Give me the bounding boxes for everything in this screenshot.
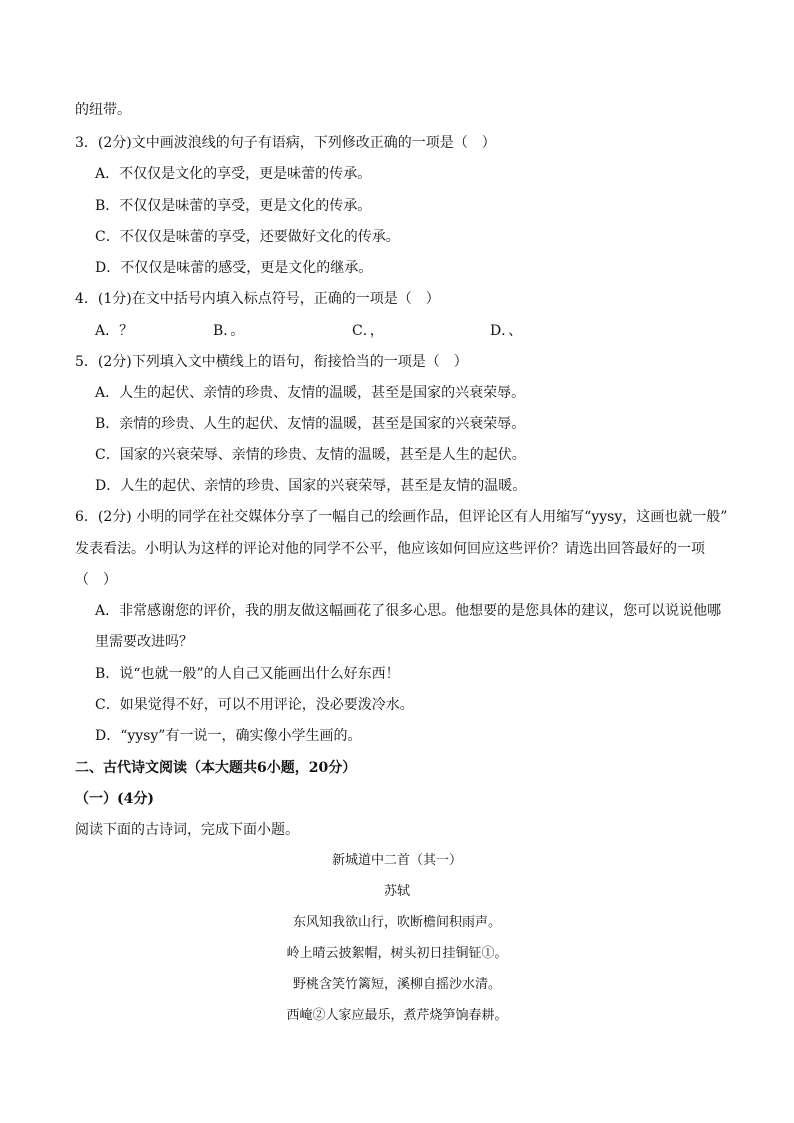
question-3-option-d: D．不仅仅是味蕾的感受，更是文化的继承。 [95, 260, 373, 276]
reading-instruction: 阅读下面的古诗词，完成下面小题。 [75, 822, 299, 838]
question-5-option-b: B．亲情的珍贵、人生的起伏、友情的温暖，甚至是国家的兴衰荣辱。 [95, 416, 526, 432]
poem-line-2: 岭上晴云披絮帽，树头初日挂铜钲①。 [286, 946, 508, 961]
question-6-answer-bracket: （ ） [75, 572, 117, 588]
question-5-option-a: A．人生的起伏、亲情的珍贵、友情的温暖，甚至是国家的兴衰荣辱。 [95, 385, 526, 401]
poem-title: 新城道中二首（其一） [331, 853, 462, 868]
poem-line-1: 东风知我欲山行，吹断檐间积雨声。 [292, 915, 501, 930]
question-6-stem-line2: 发表看法。小明认为这样的评论对他的同学不公平，他应该如何回应这些评价？请选出回答最好的一项 [75, 541, 705, 557]
poem-line-4: 西崦②人家应最乐，煮芹烧笋饷春耕。 [286, 1008, 508, 1023]
question-3-stem: 3．(2分)文中画波浪线的句子有语病，下列修改正确的一项是（ ） [75, 135, 496, 151]
poem-author: 苏轼 [383, 884, 410, 899]
question-4-option-c: C．， [352, 323, 384, 339]
question-3-option-a: A．不仅仅是文化的享受，更是味蕾的传承。 [95, 166, 372, 182]
section-2-heading: 二、古代诗文阅读（本大题共6小题，20分） [75, 760, 357, 776]
question-6-option-a-line2: 里需要改进吗？ [95, 634, 193, 650]
question-3-option-b: B．不仅仅是味蕾的享受，更是文化的传承。 [95, 198, 372, 214]
question-4-option-a: A．？ [95, 323, 134, 339]
subsection-1-heading: （一）(4分) [75, 791, 154, 807]
question-5-option-c: C．国家的兴衰荣辱、亲情的珍贵、友情的温暖，甚至是人生的起伏。 [95, 447, 526, 463]
question-6-option-d: D．“yysy”有一说一，确实像小学生画的。 [95, 728, 362, 744]
question-4-option-b: B．。 [213, 323, 245, 339]
continued-text: 的纽带。 [75, 102, 131, 118]
question-3-option-c: C．不仅仅是味蕾的享受，还要做好文化的传承。 [95, 229, 400, 245]
poem-line-3: 野桃含笑竹篱短，溪柳自摇沙水清。 [292, 977, 501, 992]
question-5-stem: 5．(2分)下列填入文中横线上的语句，衔接恰当的一项是（ ） [75, 354, 468, 370]
question-5-option-d: D．人生的起伏、亲情的珍贵、国家的兴衰荣辱，甚至是友情的温暖。 [95, 478, 527, 494]
question-6-option-a-line1: A．非常感谢您的评价，我的朋友做这幅画花了很多心思。他想要的是您具体的建议，您可以说说他哪 [95, 603, 722, 619]
question-6-stem-line1: 6．(2分) 小明的同学在社交媒体分享了一幅自己的绘画作品，但评论区有人用缩写“yysy，这画也就一般” [75, 509, 728, 525]
question-4-stem: 4．(1分)在文中括号内填入标点符号，正确的一项是（ ） [75, 291, 440, 307]
question-6-option-c: C．如果觉得不好，可以不用评论，没必要泼冷水。 [95, 697, 414, 713]
question-4-option-d: D．、 [490, 323, 523, 339]
question-6-option-b: B．说“也就一般”的人自己又能画出什么好东西！ [95, 666, 400, 682]
